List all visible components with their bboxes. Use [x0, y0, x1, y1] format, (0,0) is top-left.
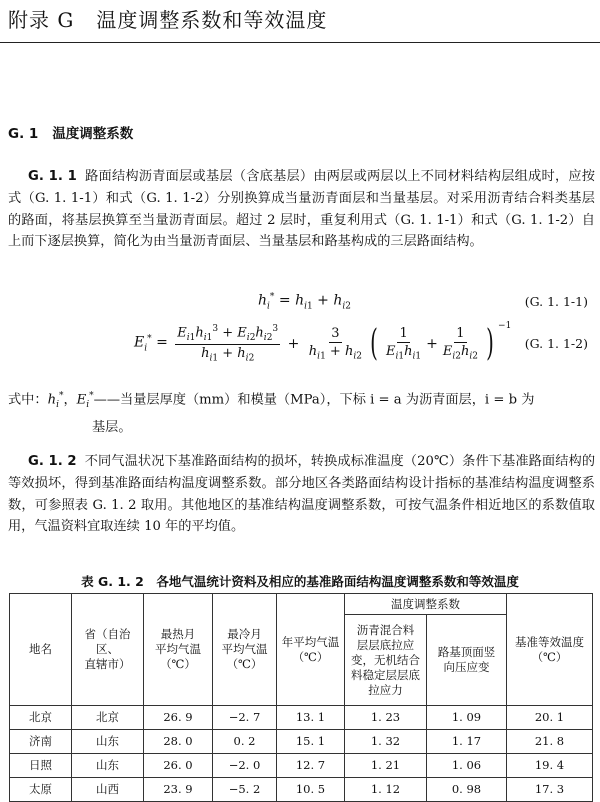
cell-hottest: 26. 0: [144, 754, 213, 778]
equation-2-number: (G. 1. 1-2): [524, 336, 588, 351]
equation-2: $E_i^*$ = $\frac{E_{i1}h_{i1}^3 + E_{i2}h_{i2}^3}{h_{i1} + h_{i2}}$ + $\frac{3}{h_{i1} + h_{i2}}$ ( $\frac{1}{E_{i1}h_{i1}}$ + $\frac{1}{E_{i2}h_{i2}}$ ) −1: [134, 321, 512, 364]
cell-coldest: −2. 7: [213, 706, 277, 730]
cell-province: 北京: [72, 706, 144, 730]
equation-1: $h_i^* = h_{i1} + h_{i2}$: [258, 292, 352, 312]
cell-equiv-temp: 21. 8: [507, 730, 593, 754]
cell-hottest: 26. 9: [144, 706, 213, 730]
equation-2-fraction-2: $\frac{3}{h_{i1} + h_{i2}}$: [308, 326, 362, 362]
header-annual-average: 年平均气温 （℃）: [277, 594, 345, 706]
section-title: 温度调整系数: [52, 126, 134, 142]
cell-coef-subgrade: 1. 06: [427, 754, 507, 778]
paragraph-number: G. 1. 1: [28, 169, 77, 184]
legend-line-1: ——当量层厚度（mm）和模量（MPa），下标 i = a 为沥青面层，i = b 为: [93, 392, 535, 408]
table-row: [10, 730, 593, 754]
cell-hottest: 28. 0: [144, 730, 213, 754]
section-number: G. 1: [8, 126, 39, 142]
paragraph-number: G. 1. 2: [28, 454, 77, 469]
symbol-legend: 式中：$h_i^*$，$E_i^*——$当量层厚度（mm）和模量（MPa），下标 i = a 为沥青面层，i = b 为 基层。: [8, 386, 534, 439]
cell-coef-subgrade: 1. 09: [427, 706, 507, 730]
appendix-label: 附录 G: [8, 8, 75, 32]
paragraph-g-1-2: [8, 451, 595, 571]
cell-region: 太原: [10, 778, 72, 802]
cell-annual: 15. 1: [277, 730, 345, 754]
table-row: [10, 706, 593, 730]
cell-annual: 12. 7: [277, 754, 345, 778]
cell-coldest: 0. 2: [213, 730, 277, 754]
cell-equiv-temp: 17. 3: [507, 778, 593, 802]
cell-coef-asphalt: 1. 12: [345, 778, 427, 802]
cell-annual: 10. 5: [277, 778, 345, 802]
cell-coef-asphalt: 1. 32: [345, 730, 427, 754]
legend-prefix: 式中：: [8, 392, 48, 408]
cell-equiv-temp: 20. 1: [507, 706, 593, 730]
equation-2-exponent: −1: [498, 321, 512, 331]
cell-region: 北京: [10, 706, 72, 730]
cell-region: 济南: [10, 730, 72, 754]
paragraph-text: 不同气温状况下基准路面结构的损坏，转换成标准温度（20℃）条件下基准路面结构的等效损坏，得到基准路面结构温度调整系数。部分地区各类路面结构设计指标的基准结构温度调整系数，可参照表 G. 1. 2 取用。其他地区的基准结构温度调整系数，可按气温条件相近地区的系数值取用，气温资料宜取连续 10 年的平均值。: [8, 454, 595, 535]
table-row: [10, 778, 593, 802]
header-coef-subgrade: 路基顶面竖 向压应变: [427, 615, 507, 706]
legend-line-2: 基层。: [92, 419, 132, 435]
temperature-table: [9, 593, 593, 802]
section-heading: [8, 122, 133, 142]
cell-region: 日照: [10, 754, 72, 778]
cell-province: 山东: [72, 754, 144, 778]
header-equivalent-temperature: 基准等效温度 （℃）: [507, 594, 593, 706]
appendix-title: [8, 4, 327, 33]
paragraph-g-1-1: [8, 166, 595, 286]
title-rule: [0, 42, 600, 43]
appendix-title-text: 温度调整系数和等效温度: [96, 8, 328, 32]
cell-equiv-temp: 19. 4: [507, 754, 593, 778]
header-coefficient-group: 温度调整系数: [345, 594, 507, 615]
header-province: 省（自治区、 直辖市）: [72, 594, 144, 706]
cell-province: 山东: [72, 730, 144, 754]
header-hottest-month: 最热月 平均气温 （℃）: [144, 594, 213, 706]
paragraph-text: 路面结构沥青面层或基层（含底基层）由两层或两层以上不同材料结构层组成时，应按式（G. 1. 1-1）和式（G. 1. 1-2）分别换算成当量沥青面层和当量基层。对采用沥青结合料类基层的路面，将基层换算至当量沥青面层。超过 2 层时，重复利用式（G. 1. 1-1）和式（G. 1. 1-2）自上而下逐层换算，简化为由当量沥青面层、当量基层和路基构成的三层路面结构。: [8, 169, 595, 250]
header-coef-asphalt: 沥青混合料 层层底拉应 变，无机结合 料稳定层层底 拉应力: [345, 615, 427, 706]
cell-hottest: 23. 9: [144, 778, 213, 802]
cell-coldest: −5. 2: [213, 778, 277, 802]
header-coldest-month: 最冷月 平均气温 （℃）: [213, 594, 277, 706]
cell-coldest: −2. 0: [213, 754, 277, 778]
cell-province: 山西: [72, 778, 144, 802]
equation-2-fraction-3: $\frac{1}{E_{i1}h_{i1}}$: [386, 326, 422, 362]
cell-coef-subgrade: 1. 17: [427, 730, 507, 754]
cell-annual: 13. 1: [277, 706, 345, 730]
cell-coef-asphalt: 1. 21: [345, 754, 427, 778]
header-region: 地名: [10, 594, 72, 706]
equation-1-number: (G. 1. 1-1): [524, 294, 588, 309]
table-row: [10, 754, 593, 778]
equation-2-fraction-4: $\frac{1}{E_{i2}h_{i2}}$: [442, 326, 478, 362]
cell-coef-asphalt: 1. 23: [345, 706, 427, 730]
equation-2-fraction-1: $\frac{E_{i1}h_{i1}^3 + E_{i2}h_{i2}^3}{h_{i1} + h_{i2}}$: [177, 324, 279, 364]
cell-coef-subgrade: 0. 98: [427, 778, 507, 802]
table-caption: 表 G. 1. 2 各地气温统计资料及相应的基准路面结构温度调整系数和等效温度: [81, 574, 519, 589]
